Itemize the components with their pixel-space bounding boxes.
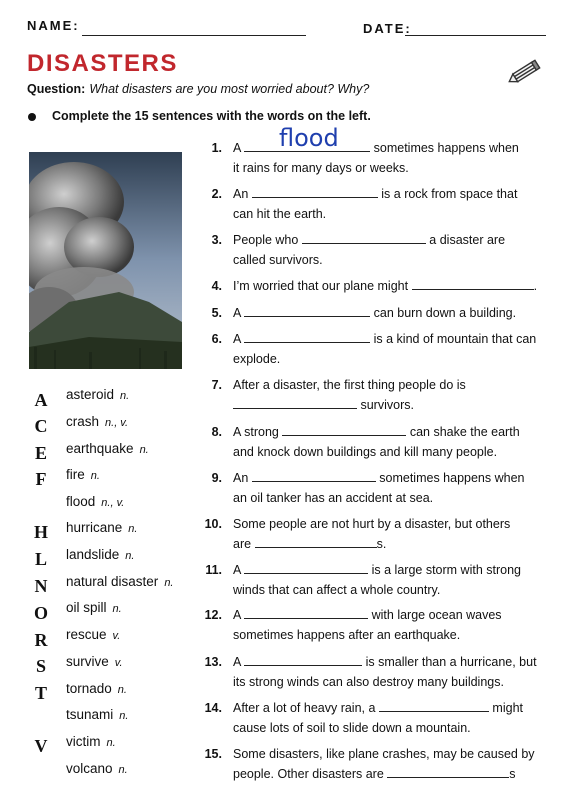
index-letter: L (34, 549, 47, 569)
sentence-11 (233, 561, 551, 600)
sentence-text: A (233, 332, 241, 346)
sentence-text: might (492, 701, 523, 715)
word-pos: n. (125, 550, 135, 562)
answer-blank[interactable] (282, 423, 406, 436)
sentence-text: A (233, 306, 241, 320)
word-bank-item (66, 441, 149, 456)
sentence-12 (233, 606, 551, 645)
answer-blank[interactable] (379, 699, 489, 712)
word-text: asteroid (66, 387, 115, 402)
word-bank-item (66, 467, 100, 482)
sentence-text: survivors. (360, 397, 414, 412)
index-letter: F (35, 469, 47, 489)
answer-blank[interactable] (252, 469, 376, 482)
answer-blank[interactable] (387, 765, 509, 778)
answer-blank[interactable] (244, 304, 370, 317)
sentence-number: 15. (204, 747, 222, 761)
sentence-text: sometimes happens when (379, 471, 525, 485)
word-text: rescue (66, 627, 107, 642)
word-pos: n., v. (105, 417, 129, 429)
word-pos: v. (112, 630, 121, 642)
index-letter: C (34, 416, 48, 436)
sentence-text: is a rock from space that (381, 187, 518, 201)
sentence-number: 14. (204, 701, 222, 715)
sentence-number: 7. (211, 378, 222, 392)
sentence-text: People who (233, 233, 299, 247)
answer-blank[interactable] (233, 396, 357, 409)
sentence-text: cause lots of soil to slide down a mountain. (233, 720, 471, 735)
sentence-text: s (509, 766, 516, 781)
sentence-text: with large ocean waves (371, 608, 502, 622)
word-bank-item (66, 494, 124, 509)
sentence-text: After a disaster, the first thing people do is (233, 378, 466, 392)
sentence-text: An (233, 471, 249, 485)
word-pos: n. (106, 737, 116, 749)
index-letter: R (34, 630, 48, 650)
sentence-text: sometimes happens after an earthquake. (233, 627, 461, 642)
word-bank-item (66, 734, 116, 749)
sentence-number: 6. (211, 332, 222, 346)
answer-blank[interactable] (244, 606, 368, 619)
sentence-text: A (233, 608, 241, 622)
word-text: flood (66, 494, 96, 509)
word-pos: n. (117, 684, 127, 696)
word-bank-item (66, 707, 128, 722)
sentence-text: are (233, 536, 252, 551)
sentence-text: s. (376, 536, 387, 551)
answer-blank[interactable] (302, 231, 426, 244)
sentence-text: is a large storm with strong (371, 563, 521, 577)
sentence-number: 5. (211, 306, 222, 320)
sentence-7 (233, 376, 551, 415)
sentence-text: can shake the earth (409, 425, 520, 439)
sentence-text: is smaller than a hurricane, but (365, 655, 537, 669)
sentence-text: A (233, 141, 241, 155)
word-text: oil spill (66, 600, 107, 615)
date-field[interactable] (405, 35, 546, 36)
answer-blank[interactable] (412, 277, 534, 290)
word-bank-item (66, 387, 129, 402)
word-pos: n., v. (101, 497, 125, 509)
question-label: Question: (27, 82, 86, 96)
word-text: tornado (66, 681, 112, 696)
word-pos: v. (114, 657, 123, 669)
sentence-13 (233, 653, 551, 692)
sentence-5 (233, 304, 551, 324)
sentence-8 (233, 423, 551, 462)
sentence-text: sometimes happens when (373, 141, 519, 155)
word-text: hurricane (66, 520, 123, 535)
word-text: earthquake (66, 441, 134, 456)
word-text: tsunami (66, 707, 114, 722)
index-letter: H (34, 522, 49, 542)
sentence-number: 3. (211, 233, 222, 247)
sentence-number: 4. (211, 279, 222, 293)
sentence-2 (233, 185, 551, 224)
index-letter: N (34, 576, 48, 596)
pencil-icon (506, 58, 542, 88)
date-label: DATE: (363, 21, 412, 36)
word-bank-item (66, 547, 134, 562)
sentence-text: is a kind of mountain that can (373, 332, 537, 346)
word-text: fire (66, 467, 85, 482)
word-pos: n. (112, 603, 122, 615)
sentence-text: A (233, 655, 241, 669)
sentence-text: a disaster are (429, 233, 506, 247)
answer-blank[interactable] (252, 185, 378, 198)
index-letter: A (34, 390, 48, 410)
word-bank-item (66, 761, 128, 776)
sentence-text: can burn down a building. (373, 306, 517, 320)
index-letter: T (34, 683, 47, 703)
name-field[interactable] (82, 35, 306, 36)
name-label: NAME: (27, 18, 80, 33)
word-text: survive (66, 654, 109, 669)
sentence-text: explode. (233, 351, 281, 366)
index-letter: E (34, 443, 47, 463)
sentence-text: called survivors. (233, 252, 323, 267)
sentence-text: and knock down buildings and kill many people. (233, 444, 498, 459)
word-text: crash (66, 414, 100, 429)
answer-blank[interactable] (244, 653, 362, 666)
word-bank-item (66, 600, 122, 615)
sentence-number: 13. (204, 655, 222, 669)
sentence-10 (233, 515, 551, 554)
sentence-text: Some disasters, like plane crashes, may be caused by (233, 747, 535, 761)
sentence-number: 12. (204, 608, 222, 622)
sentence-14 (233, 699, 551, 738)
question-text: What disasters are you most worried about? Why? (89, 82, 370, 96)
sentence-text: it rains for many days or weeks. (233, 160, 409, 175)
sentence-3 (233, 231, 551, 270)
sentence-15 (233, 745, 551, 784)
word-pos: n. (164, 577, 174, 589)
sentence-text: I’m worried that our plane might (233, 279, 409, 293)
answer-blank[interactable] (244, 561, 368, 574)
sentence-text: A strong (233, 425, 279, 439)
answer-blank[interactable] (255, 535, 377, 548)
sentence-number: 2. (211, 187, 222, 201)
sentence-text: winds that can affect a whole country. (233, 582, 441, 597)
word-bank-item (66, 414, 128, 429)
handwritten-answer: flood (279, 124, 339, 152)
index-letter: O (34, 603, 49, 623)
sentence-number: 11. (205, 563, 222, 577)
word-pos: n. (119, 710, 129, 722)
sentence-text: people. Other disasters are (233, 766, 384, 781)
instruction: Complete the 15 sentences with the words on the left. (52, 109, 371, 123)
answer-blank[interactable] (244, 330, 370, 343)
sentence-text: its strong winds can also destroy many buildings. (233, 674, 504, 689)
sentence-number: 9. (211, 471, 222, 485)
sentence-6 (233, 330, 551, 369)
word-text: victim (66, 734, 101, 749)
word-text: landslide (66, 547, 120, 562)
word-pos: n. (118, 764, 128, 776)
word-pos: n. (90, 470, 100, 482)
word-bank-item (66, 681, 127, 696)
page-title: DISASTERS (27, 50, 178, 77)
word-pos: n. (120, 390, 130, 402)
question (27, 82, 369, 96)
sentence-text: After a lot of heavy rain, a (233, 701, 376, 715)
word-pos: n. (128, 523, 138, 535)
sentence-text: Some people are not hurt by a disaster, but others (233, 517, 511, 531)
word-text: natural disaster (66, 574, 159, 589)
sentence-text: an oil tanker has an accident at sea. (233, 490, 434, 505)
sentence-number: 8. (211, 425, 222, 439)
word-bank-item (66, 574, 174, 589)
sentence-9 (233, 469, 551, 508)
sentence-text: . (533, 279, 538, 293)
sentence-number: 1. (211, 141, 222, 155)
sentence-text: An (233, 187, 249, 201)
word-bank-item (66, 627, 120, 642)
sentence-number: 10. (204, 517, 222, 531)
bullet-icon (28, 113, 36, 121)
word-text: volcano (66, 761, 113, 776)
sentence-text: can hit the earth. (233, 206, 327, 221)
index-letter: V (34, 736, 48, 756)
word-pos: n. (139, 444, 149, 456)
sentence-4 (233, 277, 551, 297)
word-bank-item (66, 654, 123, 669)
volcano-photo (29, 152, 182, 369)
word-bank-item (66, 520, 137, 535)
index-letter: S (35, 656, 46, 676)
sentence-text: A (233, 563, 241, 577)
